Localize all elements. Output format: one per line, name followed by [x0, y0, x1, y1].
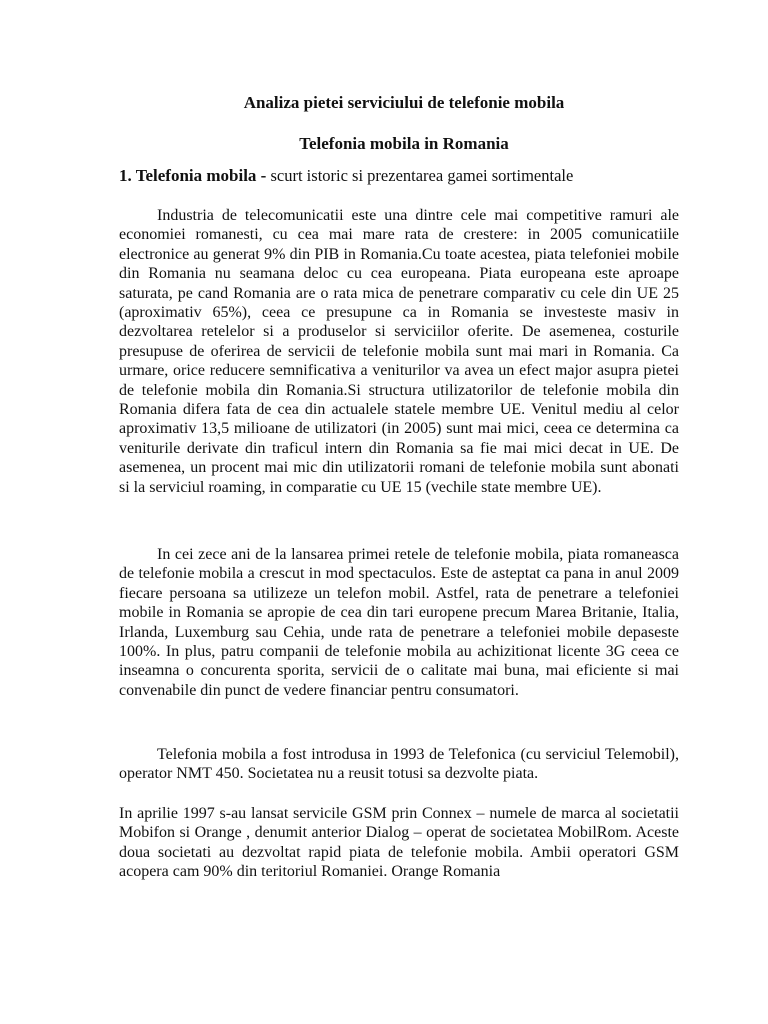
- section-heading: [119, 166, 679, 186]
- paragraph-3: Telefonia mobila a fost introdusa in 1993 de Telefonica (cu serviciul Telemobil), operator NMT 450. Societatea nu a reusit totusi sa dezvolte piata.: [119, 746, 679, 783]
- paragraph-1: Industria de telecomunicatii este una dintre cele mai competitive ramuri ale economiei romanesti, cu cea mai mare rata de crestere: in 2005 comunicatiile electronice au generat 9% din PIB in Romania.Cu toate acestea, piata telefoniei mobile din Romania nu seamana deloc cu cea europeana. Piata europeana este aproape saturata, pe cand Romania are o rata mica de penetrare comparativ cu cele din UE 25 (aproximativ 65%), ceea ce presupune ca in Romania se investeste masiv in dezvoltarea retelelor si a produselor si serviciilor oferite. De asemenea, costurile presupuse de oferirea de servicii de telefonie mobila sunt mai mari in Romania. Ca urmare, orice reducere semnificativa a veniturilor va avea un efect major asupra pietei de telefonie mobila din Romania.Si structura utilizatorilor de telefonie mobila din Romania difera fata de cea din actualele statele membre UE. Venitul mediu al celor aproximativ 13,5 milioane de utilizatori (in 2005) sunt mai mici, ceea ce determina ca veniturile derivate din traficul intern din Romania sa fie mai mici decat in UE. De asemenea, un procent mai mic din utilizatorii romani de telefonie mobila sunt abonati si la serviciul roaming, in comparatie cu UE 15 (vechile state membre UE).: [119, 207, 679, 496]
- paragraph-4: In aprilie 1997 s-au lansat servicile GSM prin Connex – numele de marca al societatii Mobifon si Orange , denumit anterior Dialog – operat de societatea MobilRom. Aceste doua societati au dezvoltat rapid piata de telefonie mobila. Ambii operatori GSM acopera cam 90% din teritoriul Romaniei. Orange Romania: [119, 805, 679, 881]
- document-title: Analiza pietei serviciului de telefonie mobila: [243, 93, 565, 112]
- section-number-title: 1. Telefonia mobila -: [119, 166, 267, 185]
- section-description: scurt istoric si prezentarea gamei sortimentale: [266, 166, 574, 185]
- paragraph-2: In cei zece ani de la lansarea primei retele de telefonie mobila, piata romaneasca de telefonie mobila a crescut in mod spectaculos. Este de asteptat ca pana in anul 2009 fiecare persoana sa utilizeze un telefon mobil. Astfel, rata de penetrare a telefoniei mobile in Romania se apropie de cea din tari europene precum Marea Britanie, Italia, Irlanda, Luxemburg sau Cehia, unde rata de penetrare a telefoniei mobile depaseste 100%. In plus, patru companii de telefonie mobila au achizitionat licente 3G ceea ce inseamna o concurenta sporita, servicii de o calitate mai buna, mai eficiente si mai convenabile din punct de vedere financiar pentru consumatori.: [119, 546, 679, 699]
- document-subtitle: Telefonia mobila in Romania: [299, 134, 509, 153]
